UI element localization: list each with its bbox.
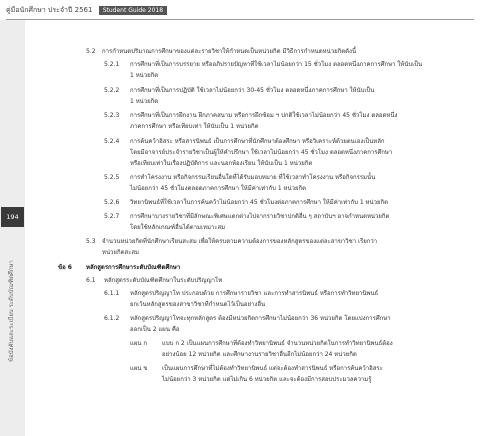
- side-strip: [0, 20, 25, 436]
- section-text: หลักสูตรระดับบัณฑิตศึกษาในระดับปริญญาโท: [104, 277, 223, 284]
- section-text: ยกเว้นหลักสูตรของสาขาวิชาที่กำหนดไว้เป็นอย่างอื่น: [130, 301, 266, 308]
- header-rule: [6, 19, 474, 20]
- page-header: [6, 5, 167, 16]
- side-chapter-text: ข้อบังคับและระเบียบ ระดับบัณฑิตศึกษา: [8, 260, 15, 362]
- section-number: 5.2.3: [104, 112, 120, 119]
- header-title: คู่มือนักศึกษา ประจำปี 2561: [6, 6, 93, 14]
- section-number: 6.1: [86, 277, 96, 284]
- plan-label: แผน ข: [130, 365, 148, 372]
- plan-text: อย่างน้อย 12 หน่วยกิต และศึกษางานรายวิชาอื่นอีกไม่น้อยกว่า 24 หน่วยกิต: [162, 351, 357, 358]
- section-text: หน่วยกิตสะสม: [102, 249, 139, 256]
- section-number: 5.2: [86, 48, 96, 55]
- section-number: 5.2.7: [104, 213, 120, 220]
- section-number: 5.2.4: [104, 138, 120, 145]
- section-text: หรือเทียบเท่าในเรื่องปฏิบัติการ และนอกห้องเรียน ให้นับเป็น 1 หน่วยกิต: [130, 160, 313, 167]
- section-number: 5.2.6: [104, 199, 120, 206]
- section-text: 1 หน่วยกิต: [130, 98, 159, 105]
- section-text: การศึกษาบางรายวิชาที่มีลักษณะพิเศษแตกต่างไปจากรายวิชาปกติอื่น ๆ สถาบันฯ อาจกำหนดหน่วยกิต: [130, 213, 390, 220]
- section-text: หลักสูตรปริญญาโท ประกอบด้วย การศึกษารายวิชา และการทำสารนิพนธ์ หรือการทำวิทยานิพนธ์: [130, 290, 379, 297]
- section-number: 5.2.5: [104, 174, 120, 181]
- plan-label: แผน ก: [130, 340, 148, 347]
- section-number: 5.2.1: [104, 61, 120, 68]
- section-text: การกำหนดปริมาณการศึกษาของแต่ละรายวิชาให้กำหนดเป็นหน่วยกิต มีวิธีการกำหนดหน่วยกิตดังนี้: [102, 48, 357, 55]
- section-text: หลักสูตรปริญญาโทจะทุกหลักสูตร ต้องมีหน่วยกิตการศึกษาไม่น้อยกว่า 36 หน่วยกิต โดยแบ่งการศึกษา: [130, 315, 391, 322]
- section-number: 5.3: [86, 238, 96, 245]
- section-text: การค้นคว้าอิสระ หรือสารนิพนธ์ เป็นการศึกษาที่นักศึกษาต้องศึกษา หรือวิเคราะห์ด้วยตนเองเป็นหลัก: [130, 138, 385, 145]
- clause-number: ข้อ 6: [58, 264, 72, 271]
- section-number: 6.1.1: [104, 290, 120, 297]
- section-text: จำนวนหน่วยกิตที่นักศึกษาเรียนสะสม เพื่อให้ครบตามความต้องการของหลักสูตรของแต่ละสาขาวิชา เรียกว่า: [102, 238, 378, 245]
- section-text: การศึกษาที่เป็นการปฏิบัติ ใช้เวลาไม่น้อยกว่า 30-45 ชั่วโมง ตลอดหนึ่งภาคการศึกษา ให้นับเป็น: [130, 87, 375, 94]
- section-number: 5.2.2: [104, 87, 120, 94]
- section-text: ไม่น้อยกว่า 45 ชั่วโมงตลอดภาคการศึกษา ให้มีค่าเท่ากับ 1 หน่วยกิต: [130, 185, 307, 192]
- plan-text: เป็นแผนการศึกษาที่ไม่ต้องทำวิทยานิพนธ์ แต่จะต้องทำสารนิพนธ์ หรือการค้นคว้าอิสระ: [162, 365, 383, 372]
- header-tag: Student Guide 2018: [99, 6, 167, 15]
- plan-text: แบบ ก 2 เป็นแผนการศึกษาที่ต้องทำวิทยานิพนธ์ จำนวนหน่วยกิตในการทำวิทยานิพนธ์ต้อง: [162, 340, 393, 347]
- section-text: การศึกษาที่เป็นการบรรยาย หรืออภิปรายปัญหาที่ใช้เวลาไม่น้อยกว่า 15 ชั่วโมง ตลอดหนึ่งภาคการศึกษา ให้นับเป็น: [130, 61, 423, 68]
- section-text: โดยใช้หลักเกณฑ์อื่นได้ตามเหมาะสม: [130, 224, 226, 231]
- page-number: 194: [1, 207, 24, 227]
- section-text: วิทยานิพนธ์ที่ใช้เวลาในการค้นคว้าไม่น้อยกว่า 45 ชั่วโมงต่อภาคการศึกษา ให้มีค่าเท่ากับ 1 หน่วยกิต: [130, 199, 389, 206]
- section-text: โดยมีอาจารย์ประจำรายวิชาเป็นผู้ให้คำปรึกษา ใช้เวลาไม่น้อยกว่า 45 ชั่วโมง ตลอดหนึ่งภาคการศึกษา: [130, 149, 393, 156]
- section-text: ภาคการศึกษา หรือเทียบเท่า ให้นับเป็น 1 หน่วยกิต: [130, 123, 259, 130]
- clause-heading: หลักสูตรการศึกษาระดับบัณฑิตศึกษา: [86, 264, 181, 271]
- section-number: 6.1.2: [104, 315, 120, 322]
- section-text: 1 หน่วยกิต: [130, 72, 159, 79]
- section-text: ออกเป็น 2 แผน คือ: [130, 326, 180, 333]
- section-text: การทำโครงงาน หรือกิจกรรมเรียนอื่นใดที่ได้รับมอบหมาย ที่ใช้เวลาทำโครงงาน หรือกิจกรรมนั้น: [130, 174, 376, 181]
- section-text: การศึกษาที่เป็นการฝึกงาน ฝึกภาคสนาม หรือการฝึกซ้อม ฯ ปกติใช้เวลาไม่น้อยกว่า 45 ชั่วโมง ตลอดหนึ่ง: [130, 112, 398, 119]
- plan-text: ไม่น้อยกว่า 3 หน่วยกิต แต่ไม่เกิน 6 หน่วยกิต และจะต้องมีการสอบประมวลความรู้: [162, 376, 372, 383]
